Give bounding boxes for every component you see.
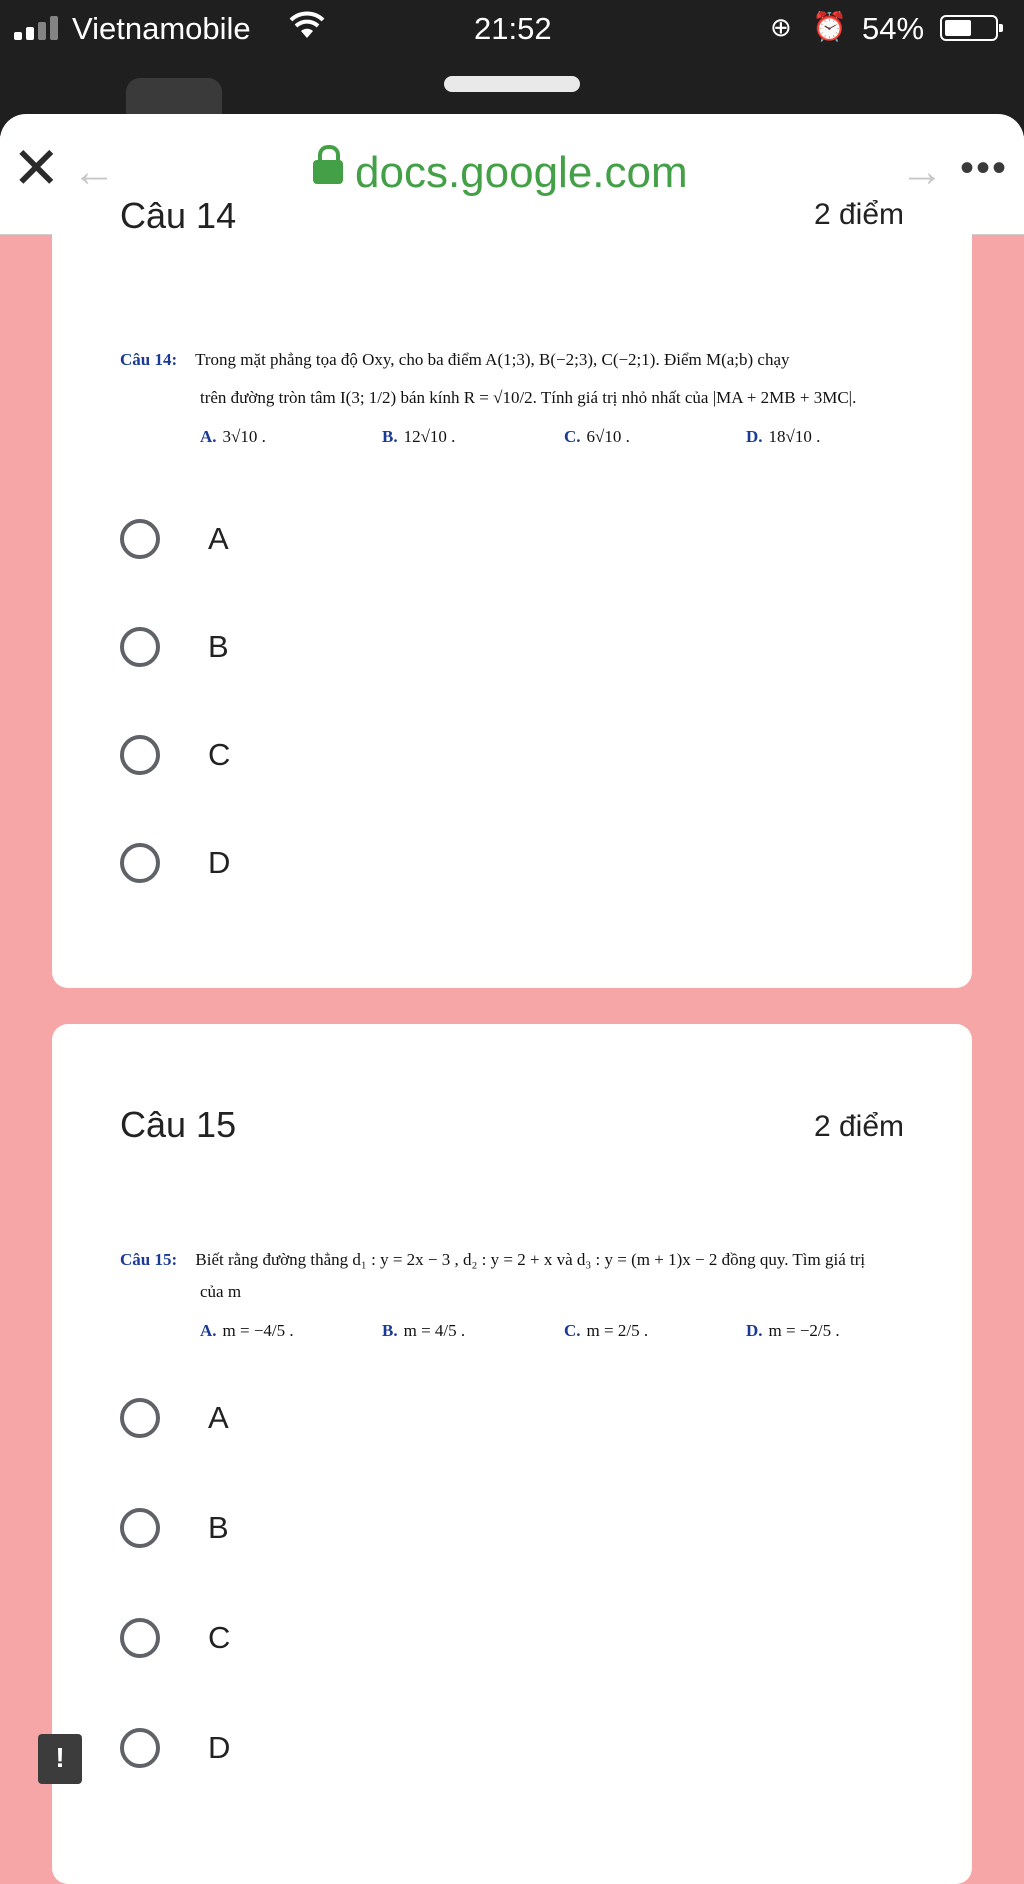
radio-button[interactable] bbox=[120, 519, 160, 559]
close-icon[interactable]: ✕ bbox=[12, 136, 61, 201]
radio-option-c[interactable] bbox=[120, 1608, 230, 1668]
cut-header bbox=[52, 195, 972, 236]
report-issue-icon[interactable]: ! bbox=[38, 1734, 82, 1784]
alarm-icon: ⏰ bbox=[812, 11, 847, 42]
url-domain[interactable]: docs.google.com bbox=[355, 148, 688, 197]
radio-label: C bbox=[208, 737, 231, 772]
radio-option-a[interactable] bbox=[120, 1388, 229, 1448]
radio-option-b[interactable] bbox=[120, 1498, 229, 1558]
clock: 21:52 bbox=[474, 11, 552, 46]
radio-label: B bbox=[208, 1510, 229, 1545]
radio-label: C bbox=[208, 1620, 231, 1655]
radio-label: B bbox=[208, 629, 229, 664]
question-card-15 bbox=[52, 1024, 972, 1884]
option-b: B. m = 4/5 . bbox=[382, 1320, 466, 1340]
battery-icon bbox=[940, 15, 998, 41]
radio-option-b[interactable] bbox=[120, 617, 229, 677]
option-d: D. m = −2/5 . bbox=[746, 1320, 840, 1340]
question-text-line2: trên đường tròn tâm I(3; 1/2) bán kính R = √10/2. Tính giá trị nhỏ nhất của |MA + 2MB + 3MC|. bbox=[200, 388, 857, 408]
radio-button[interactable] bbox=[120, 735, 160, 775]
more-icon[interactable]: ••• bbox=[960, 146, 1009, 190]
radio-button[interactable] bbox=[120, 1398, 160, 1438]
question-text-line2: của m bbox=[200, 1282, 242, 1302]
question-points: 2 điểm bbox=[813, 198, 904, 231]
option-c: C. 6√10 . bbox=[564, 426, 630, 446]
carrier-name: Vietnamobile bbox=[72, 11, 251, 46]
radio-label: A bbox=[208, 521, 229, 556]
battery-percent: 54% bbox=[862, 11, 925, 46]
radio-label: A bbox=[208, 1400, 229, 1435]
rotation-lock-icon: ⊕ bbox=[770, 12, 792, 42]
question-title: Câu 15 bbox=[120, 1104, 237, 1145]
radio-option-d[interactable] bbox=[120, 833, 230, 893]
signal-icon bbox=[14, 16, 70, 40]
option-d: D. 18√10 . bbox=[746, 426, 821, 446]
question-points: 2 điểm bbox=[813, 1110, 904, 1143]
radio-button[interactable] bbox=[120, 1618, 160, 1658]
radio-label: D bbox=[208, 1730, 231, 1765]
question-card-14 bbox=[52, 195, 972, 988]
radio-button[interactable] bbox=[120, 627, 160, 667]
option-b: B. 12√10 . bbox=[382, 426, 456, 446]
question-image bbox=[120, 344, 950, 453]
radio-button[interactable] bbox=[120, 843, 160, 883]
answer-options bbox=[120, 1315, 950, 1347]
question-text-line1: Biết rằng đường thẳng d₁ : y = 2x − 3 , d₂ : y = 2 + x và d₃ : y = (m + 1)x − 2 đồng quy. Tìm giá trị bbox=[195, 1250, 866, 1269]
radio-button[interactable] bbox=[120, 1728, 160, 1768]
question-label: Câu 15: bbox=[120, 1250, 178, 1269]
question-title: Câu 14 bbox=[120, 195, 237, 236]
forward-arrow-icon[interactable]: → bbox=[900, 147, 944, 196]
back-arrow-icon[interactable]: ← bbox=[72, 147, 116, 196]
status-bar bbox=[0, 0, 1024, 56]
sheet-grabber[interactable] bbox=[444, 76, 580, 92]
padlock-icon bbox=[313, 160, 343, 184]
question-label: Câu 14: bbox=[120, 350, 178, 369]
option-c: C. m = 2/5 . bbox=[564, 1320, 649, 1340]
radio-option-c[interactable] bbox=[120, 725, 230, 785]
answer-options bbox=[120, 421, 950, 453]
radio-button[interactable] bbox=[120, 1508, 160, 1548]
radio-label: D bbox=[208, 845, 231, 880]
question-image bbox=[120, 1244, 950, 1347]
radio-option-a[interactable] bbox=[120, 509, 229, 569]
option-a: A. m = −4/5 . bbox=[200, 1320, 294, 1340]
radio-option-d[interactable] bbox=[120, 1718, 230, 1778]
wifi-icon bbox=[290, 12, 324, 48]
question-text-line1: Trong mặt phẳng tọa độ Oxy, cho ba điểm A(1;3), B(−2;3), C(−2;1). Điểm M(a;b) chạy bbox=[195, 350, 790, 369]
option-a: A. 3√10 . bbox=[200, 426, 266, 446]
